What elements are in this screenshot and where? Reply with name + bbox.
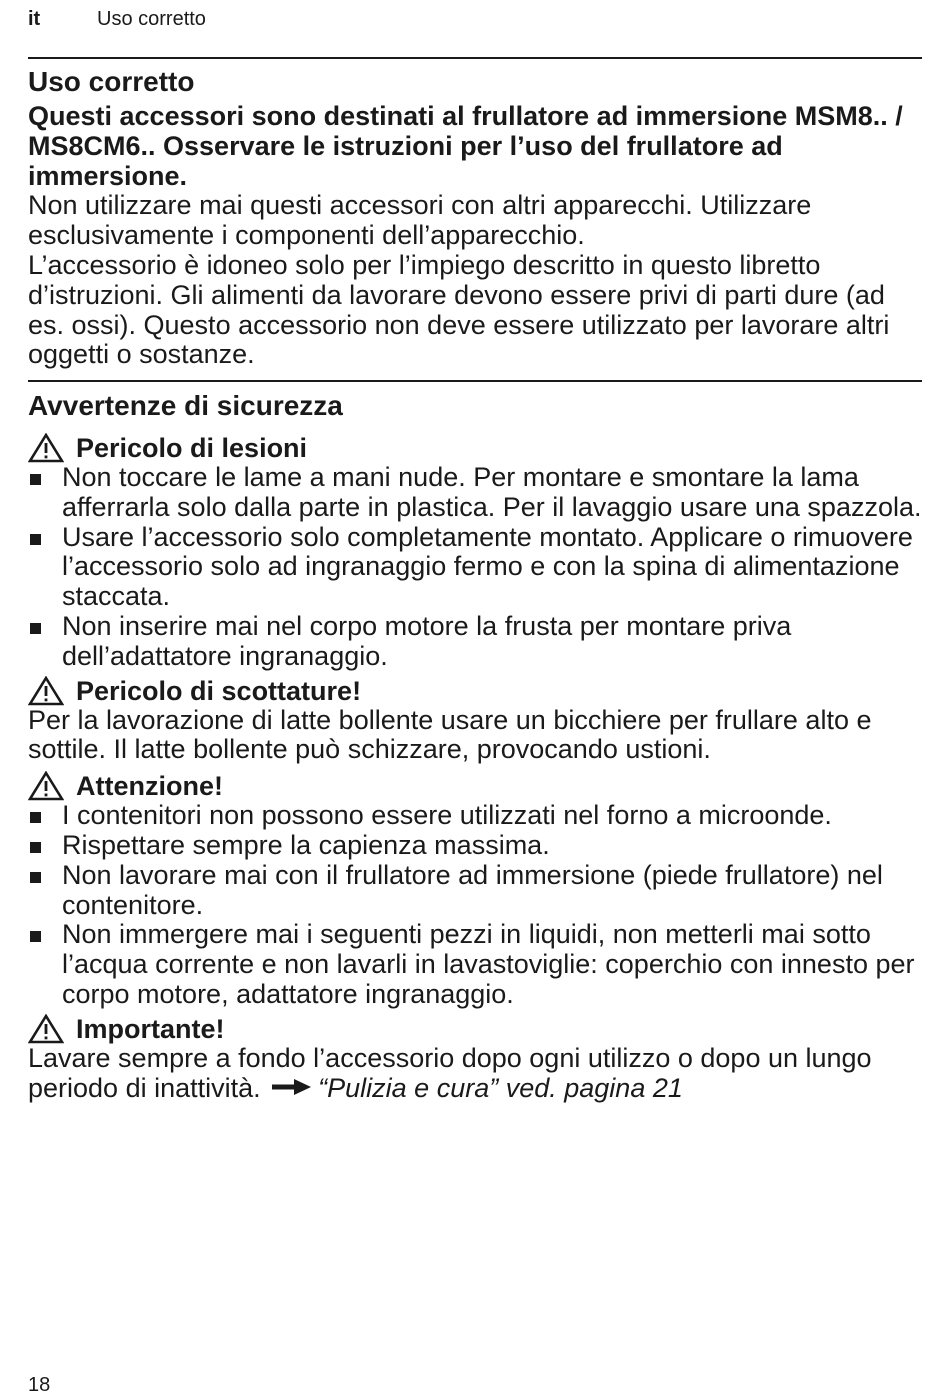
list-item-text: Rispettare sempre la capienza massima. [62,829,550,860]
warning-triangle-icon [28,433,64,463]
warning-heading [28,1014,922,1044]
square-bullet-icon [30,842,41,853]
paragraph: Per la lavorazione di latte bollente usare un bicchiere per frullare alto e sottile. Il latte bollente può schizzare, provocando ustioni. [28,704,872,765]
list-item-text: I contenitori non possono essere utilizzati nel forno a microonde. [62,800,832,831]
section-heading: Uso corretto [28,66,195,97]
list-item-text: Non immergere mai i seguenti pezzi in liquidi, non metterli mai sotto l’acqua corrente e non lavarli in lavastoviglie: coperchio con innesto per corpo motore, adattatore ingranaggio. [62,919,915,1009]
page-reference-link[interactable]: “Pulizia e cura” ved. pagina 21 [318,1072,683,1103]
intro-paragraph: Questi accessori sono destinati al frullatore ad immersione MSM8.. / MS8CM6.. Osservare le istruzioni per l’uso del frullatore ad immersione. [28,101,903,191]
warning-triangle-icon [28,676,64,706]
square-bullet-icon [30,931,41,942]
warning-title: Pericolo di lesioni [76,433,308,463]
list-item-text: Non toccare le lame a mani nude. Per montare e smontare la lama afferrarla solo dalla parte in plastica. Per il lavaggio usare una spazzola. [62,462,922,522]
list-item [28,523,922,612]
warning-heading [28,676,922,706]
list-item [28,612,922,672]
warning-title: Pericolo di scottature! [76,675,362,706]
warning-triangle-icon [28,771,64,801]
list-item-text: Usare l’accessorio solo completamente montato. Applicare o rimuovere l’accessorio solo ad ingranaggio fermo e con la spina di alimentazione staccata. [62,521,913,612]
language-code: it [28,8,41,30]
page-number: 18 [28,1374,51,1396]
square-bullet-icon [30,534,41,545]
paragraph: L’accessorio è idoneo solo per l’impiego descritto in questo libretto d’istruzioni. Gli alimenti da lavorare devono essere privi di parti dure (ad es. ossi). Questo accessorio non deve essere utilizzato per lavorare altri oggetti o sostanze. [28,249,890,370]
section-divider [28,380,922,382]
warning-triangle-icon [28,1014,64,1044]
warning-title: Importante! [76,1013,225,1044]
paragraph: Non utilizzare mai questi accessori con altri apparecchi. Utilizzare esclusivamente i componenti dell’apparecchio. [28,190,812,251]
important-paragraph [28,1044,922,1104]
square-bullet-icon [30,623,41,634]
list-item-text: Non lavorare mai con il frullatore ad immersione (piede frullatore) nel contenitore. [62,859,883,920]
running-title: Uso corretto [97,8,206,30]
paragraph-text: Lavare sempre a fondo l’accessorio dopo ogni utilizzo o dopo un lungo periodo di inattività. [28,1042,872,1103]
section-use [28,66,922,370]
list-item [28,861,922,921]
square-bullet-icon [30,474,41,485]
list-item [28,920,922,1009]
list-item [28,463,922,523]
list-item [28,801,922,831]
warning-heading [28,771,922,801]
bullet-list [28,463,922,672]
section-divider [28,57,922,59]
warning-title: Attenzione! [76,771,223,802]
square-bullet-icon [30,812,41,823]
section-safety [28,390,922,1103]
arrow-right-icon [272,1078,312,1096]
section-heading: Avvertenze di sicurezza [28,390,343,421]
warning-heading [28,433,922,463]
page-header [28,8,206,31]
list-item-text: Non inserire mai nel corpo motore la frusta per montare priva dell’adattatore ingranaggio. [62,610,792,671]
bullet-list [28,801,922,1010]
list-item [28,831,922,861]
square-bullet-icon [30,872,41,883]
